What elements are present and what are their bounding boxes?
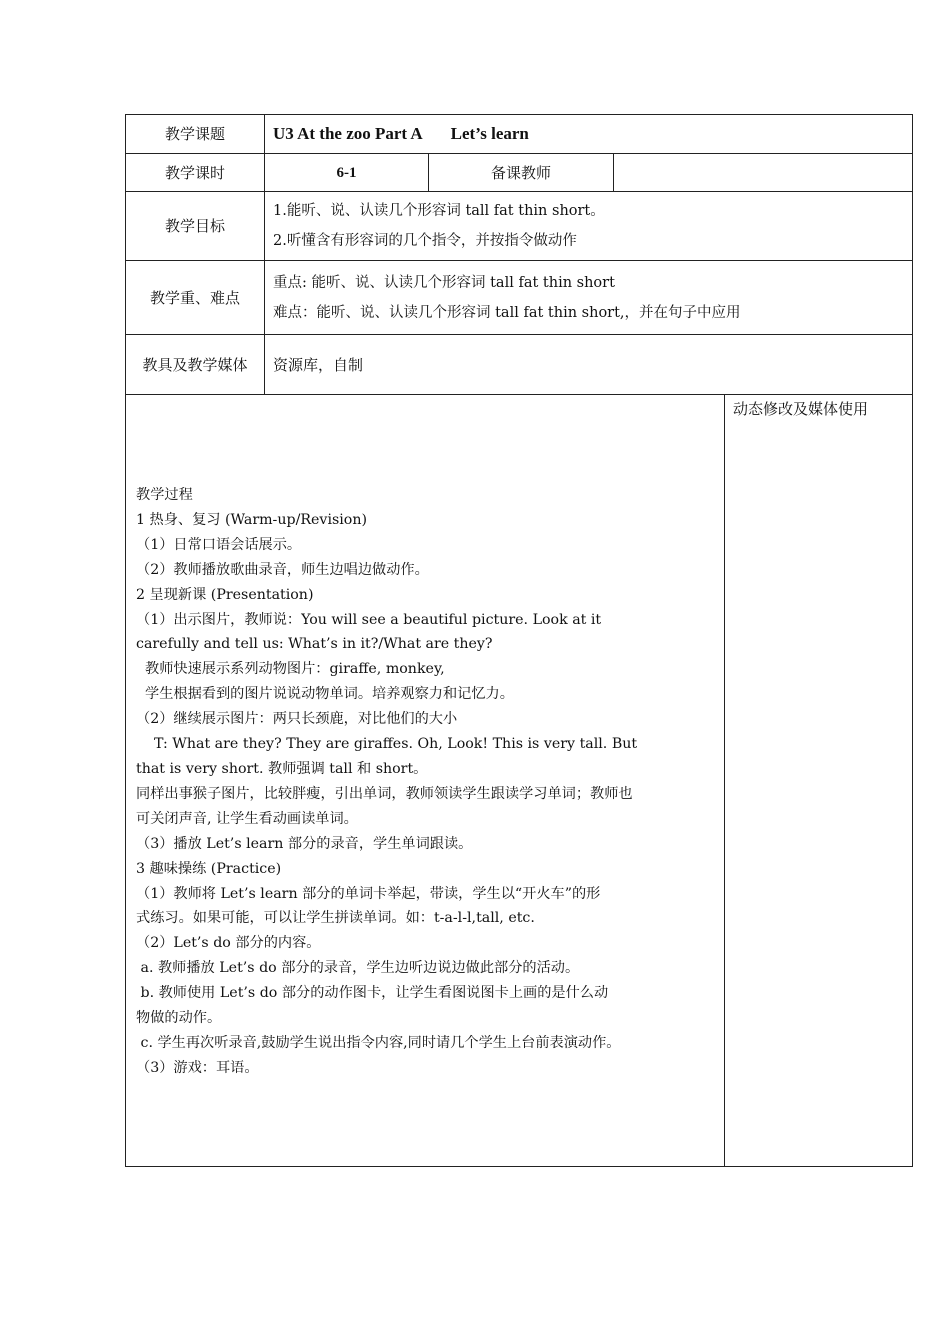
lesson-plan-table <box>125 114 913 1167</box>
process-line: T: What are they? They are giraffes. Oh, Look! This is very tall. But <box>136 736 638 753</box>
media-value: 资源库，自制 <box>265 335 913 395</box>
topic-title-part2: Let’s learn <box>450 124 529 143</box>
topic-title-part1: U3 At the zoo Part A <box>273 124 423 143</box>
process-line: 式练习。如果可能，可以让学生拼读单词。如：t-a-l-l,tall, etc. <box>136 910 535 927</box>
media-label: 教具及教学媒体 <box>126 335 265 395</box>
process-line: （1）教师将 Let’s learn 部分的单词卡举起，带读，学生以“开火车”的形 <box>136 885 601 902</box>
period-value: 6-1 <box>265 154 429 192</box>
process-line: （1）出示图片，教师说：You will see a beautiful picture. Look at it <box>136 611 602 628</box>
keypoint-line-1: 重点: 能听、说、认读几个形容词 tall fat thin short <box>273 274 615 291</box>
process-line: （3）游戏：耳语。 <box>136 1059 259 1076</box>
process-line: 1 热身、复习 (Warm-up/Revision) <box>136 511 368 528</box>
process-content <box>126 395 725 1167</box>
process-line: （2）教师播放歌曲录音，师生边唱边做动作。 <box>136 561 429 578</box>
process-line: 学生根据看到的图片说说动物单词。培养观察力和记忆力。 <box>136 686 514 703</box>
process-line: （3）播放 Let’s learn 部分的录音，学生单词跟读。 <box>136 835 473 852</box>
period-row <box>126 154 913 192</box>
objectives-label: 教学目标 <box>126 192 265 261</box>
objective-line-1: 1.能听、说、认读几个形容词 tall fat thin short。 <box>273 203 605 219</box>
process-line: 教学过程 <box>136 487 193 503</box>
keypoint-line-2: 难点：能听、说、认读几个形容词 tall fat thin short,，并在句子中应用 <box>273 304 741 321</box>
process-line: carefully and tell us: What’s in it?/What are they? <box>136 636 493 653</box>
process-line: （2）Let’s do 部分的内容。 <box>136 935 321 952</box>
process-line: 物做的动作。 <box>136 1010 222 1027</box>
period-label: 教学课时 <box>126 154 265 192</box>
revision-notes-header: 动态修改及媒体使用 <box>733 400 869 418</box>
topic-title <box>265 115 913 154</box>
process-line: b. 教师使用 Let’s do 部分的动作图卡，让学生看图说图卡上画的是什么动 <box>136 985 609 1002</box>
process-line: 教师快速展示系列动物图片：giraffe, monkey, <box>136 661 445 678</box>
process-line: 3 趣味操练 (Practice) <box>136 860 282 877</box>
process-line: 同样出事猴子图片，比较胖瘦，引出单词，教师领读学生跟读学习单词；教师也 <box>136 785 633 802</box>
keypoints-label: 教学重、难点 <box>126 261 265 335</box>
process-line: （2）继续展示图片：两只长颈鹿，对比他们的大小 <box>136 711 458 728</box>
topic-row <box>126 115 913 154</box>
process-line: 可关闭声音, 让学生看动画读单词。 <box>136 810 358 827</box>
objectives-content <box>265 192 913 261</box>
teacher-value <box>614 154 913 192</box>
process-line: that is very short. 教师强调 tall 和 short。 <box>136 760 428 777</box>
process-row <box>126 395 913 1167</box>
topic-label: 教学课题 <box>126 115 265 154</box>
objectives-row <box>126 192 913 261</box>
process-line: c. 学生再次听录音,鼓励学生说出指令内容,同时请几个学生上台前表演动作。 <box>136 1034 621 1051</box>
media-row <box>126 335 913 395</box>
keypoints-row <box>126 261 913 335</box>
process-line: a. 教师播放 Let’s do 部分的录音，学生边听边说边做此部分的活动。 <box>136 960 580 977</box>
process-line: （1）日常口语会话展示。 <box>136 536 302 553</box>
objective-line-2: 2.听懂含有形容词的几个指令，并按指令做动作 <box>273 233 577 249</box>
teacher-label: 备课教师 <box>429 154 614 192</box>
process-line: 2 呈现新课 (Presentation) <box>136 586 314 603</box>
revision-notes-column <box>725 395 913 1167</box>
keypoints-content <box>265 261 913 335</box>
